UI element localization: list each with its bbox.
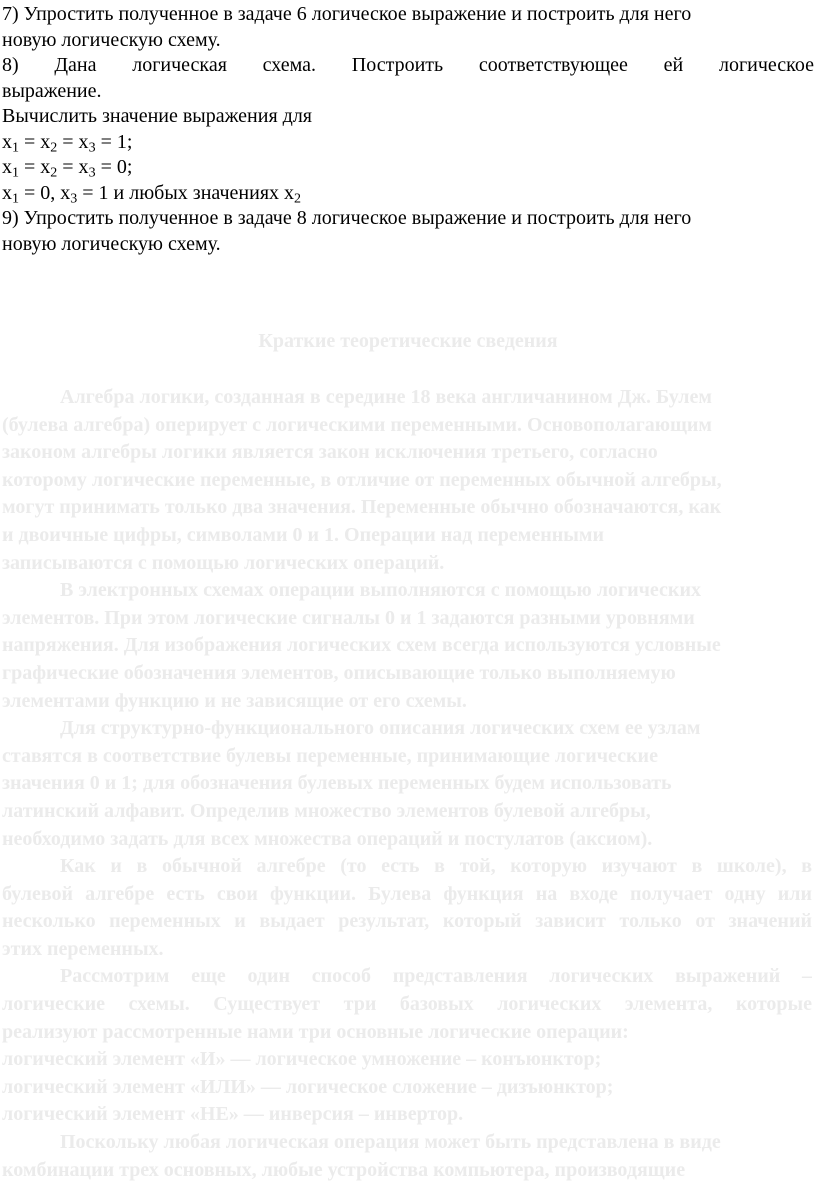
theory-line: Как и в обычной алгебре (то есть в той, которую изучают в школе), в [60,855,812,878]
case-1-sub2: 2 [50,140,58,155]
theory-line: несколько переменных и выдает результат, который зависит только от значений [2,910,812,933]
case-2-sub2: 2 [50,165,58,181]
theory-line: логический элемент «ИЛИ» — логическое сложение – дизъюнктор; [2,1075,614,1098]
compute-instruction: Вычислить значение выражения для [2,105,313,127]
case-1-sub3: 3 [88,140,96,155]
case-1-x: x [2,130,12,153]
theory-line: Поскольку любая логическая операция может быть представлена в виде [60,1131,721,1154]
case-3-sub3: 3 [70,191,78,206]
task-7-line-1: 7) Упростить полученное в задаче 6 логическое выражение и построить для него [2,3,692,25]
case-2-tail: = 0; [95,156,133,178]
theory-line: (булева алгебра) оперирует с логическими переменными. Основополагающим [2,413,713,436]
case-1-sub1: 1 [12,140,19,155]
theory-line: законом алгебры логики является закон исключения третьего, согласно [2,441,658,464]
theory-line: графические обозначения элементов, описывающие только выполняемую [2,661,676,684]
theory-line: Алгебра логики, созданная в середине 18 века англичанином Дж. Булем [60,386,713,408]
theory-line: элементами функцию и не зависящие от его схемы. [2,689,467,712]
theory-line: этих переменных. [2,937,164,960]
case-1 [2,130,814,156]
case-2-sub3: 3 [88,165,96,181]
case-2-eq1: = x [19,156,51,178]
case-2-sub1: 1 [12,165,19,181]
task-7-line-2: новую логическую схему. [2,28,221,51]
theory-line: Рассмотрим еще один способ представления логических выражений – [60,965,812,988]
theory-line: необходимо задать для всех множества операций и постулатов (аксиом). [2,827,653,850]
case-3-x: x [2,181,12,204]
task-8-line-1: 8) Дана логическая схема. Построить соответствующее ей логическое [2,54,814,76]
theory-line: латинский алфавит. Определив множество элементов булевой алгебры, [2,799,651,822]
case-1-eq2: = x [57,130,89,153]
theory-body [2,384,812,1184]
case-3 [2,181,814,207]
case-2-eq2: = x [57,156,89,178]
task-9-line-2: новую логическую схему. [2,232,221,255]
case-2 [2,155,814,181]
case-3-tail: = 1 и любых значениях x [77,181,295,204]
theory-line: элементов. При этом логические сигналы 0 и 1 задаются разными уровнями [2,606,695,629]
theory-line: логические схемы. Существует три базовых логических элемента, которые [2,993,812,1016]
case-3-sub2: 2 [294,191,302,206]
theory-line: логический элемент «НЕ» — инверсия – инвертор. [2,1103,464,1126]
case-1-tail: = 1; [95,130,133,153]
theory-line: булевой алгебре есть свои функции. Булева функция на входе получает одну или [2,882,812,905]
theory-line: реализуют рассмотренные нами три основные логические операции: [2,1020,629,1043]
theory-line: которому логические переменные, в отличие от переменных обычной алгебры, [2,468,722,491]
theory-line: напряжения. Для изображения логических схем всегда используются условные [2,634,721,657]
case-1-eq1: = x [19,130,51,153]
task-9-line-1: 9) Упростить полученное в задаче 8 логическое выражение и построить для него [2,207,692,229]
theory-line: и двоичные цифры, символами 0 и 1. Операции над переменными [2,523,605,546]
theory-line: В электронных схемах операции выполняются с помощью логических [60,579,701,602]
theory-line: Для структурно-функционального описания логических схем ее узлам [60,717,701,740]
case-2-x: x [2,156,12,178]
theory-line: ставятся в соответствие булевы переменные, принимающие логические [2,744,658,767]
theory-line: записываются с помощью логических операций. [2,551,445,574]
theory-heading: Краткие теоретические сведения [258,330,558,352]
theory-line: комбинации трех основных, любые устройства компьютера, производящие [2,1158,686,1181]
case-3-sub1: 1 [12,191,19,206]
theory-line: могут принимать только два значения. Переменные обычно обозначаются, как [2,496,722,519]
tasks-section [2,2,814,257]
theory-line: значения 0 и 1; для обозначения булевых переменных будем использовать [2,772,672,795]
case-3-mid: = 0, x [19,181,71,204]
theory-line: логический элемент «И» — логическое умножение – конъюнктор; [2,1048,602,1071]
task-8-line-2: выражение. [2,79,102,102]
